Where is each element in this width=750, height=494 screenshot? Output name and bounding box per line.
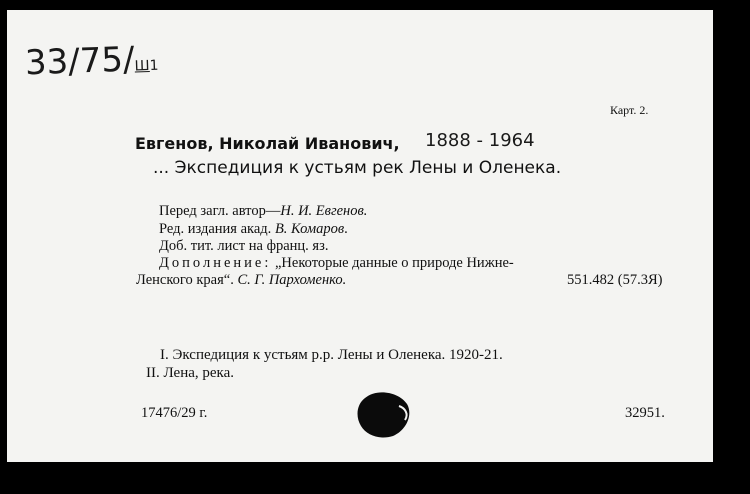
- handwritten-years: 1888 - 1964: [425, 130, 535, 151]
- note-author-name: Н. И. Евгенов.: [280, 203, 368, 219]
- inventory-number: 32951.: [625, 405, 665, 421]
- supplement-text: „Некоторые данные о природе Нижне-: [275, 255, 514, 271]
- catalog-card: [7, 10, 713, 462]
- shelf-suffix: Ш: [134, 57, 150, 75]
- ink-blot: [355, 390, 413, 440]
- note-editor-name: В. Комаров: [274, 221, 345, 237]
- note-line-4: [159, 256, 514, 271]
- card-number: Карт. 2.: [610, 103, 649, 117]
- classification-number: 551.482 (57.3Я): [567, 272, 663, 288]
- handwritten-shelf-mark: [24, 39, 159, 84]
- note-line-3: Доб. тит. лист на франц. яз.: [159, 238, 329, 254]
- supplement-author: С. Г. Пархоменко.: [237, 272, 347, 288]
- subject-heading-2: II. Лена, река.: [146, 365, 235, 381]
- note-line-5: Ленского края“. С. Г. Пархоменко.: [136, 272, 347, 288]
- accession-code: 17476/29 г.: [141, 405, 208, 421]
- supplement-label: Дополнение:: [159, 255, 272, 271]
- subject-heading-1: I. Экспедиция к устьям р.р. Лены и Оленека. 1920-21.: [160, 347, 503, 363]
- book-title: ... Экспедиция к устьям рек Лены и Оленека.: [153, 158, 562, 178]
- author-heading: Евгенов, Николай Иванович,: [135, 134, 400, 153]
- shelf-number: 33/75/: [24, 39, 136, 84]
- shelf-tail: 1: [149, 57, 159, 74]
- note-line-2: Ред. издания акад. В. Комаров.: [159, 221, 348, 237]
- note-line-1: Перед загл. автор—Н. И. Евгенов.: [159, 203, 368, 219]
